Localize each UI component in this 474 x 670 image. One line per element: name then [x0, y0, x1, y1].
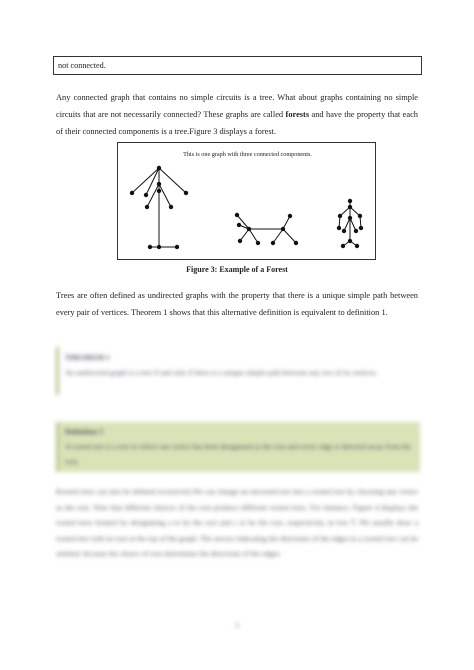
theorem-block — [56, 347, 420, 395]
forests-term: forests — [285, 110, 310, 119]
paragraph-rooted-trees: Rooted trees can also be defined recursively.We can change an unrooted tree into a rooted tree by choosing any vertex as the root. Note that different choices of the root produce different rooted trees. For instance, Figure 4 displays the rooted trees formed by designating a to be the root and c to be the root, respectively, in tree T. We usually draw a rooted tree with its root at the top of the graph. The arrows indicating the directions of the edges in a rooted tree can be omitted, because the choice of root determines the directions of the edges. — [56, 487, 418, 558]
continued-text-box — [53, 56, 422, 75]
tree-two-edges — [237, 215, 296, 243]
forest-graph-drawing — [118, 143, 377, 261]
paragraph-forests-text-b: and have the property that each of their connected components is a tree.Figure 3 displays a forest. — [56, 110, 418, 136]
paragraph-forests — [56, 89, 418, 140]
figure-title: This is one graph with three connected components. — [183, 151, 312, 158]
figure-caption: Figure 3: Example of a Forest — [186, 265, 288, 274]
definition-title: Definition 3 — [65, 427, 103, 436]
theorem-body: An undirected graph is a tree if and only if there is a unique simple path between any two of its vertices. — [65, 368, 378, 377]
continued-text: not connected. — [58, 61, 106, 70]
theorem-title: THEOREM 1 — [65, 353, 110, 362]
page-number: 3 — [235, 622, 239, 630]
definition-block — [56, 422, 420, 472]
paragraph-forests-text-a: Any connected graph that contains no simple circuits is a tree. What about graphs containing no simple circuits that are not necessarily connected? These graphs are called — [56, 93, 418, 119]
paragraph-tree-definition: Trees are often defined as undirected graphs with the property that there is a unique simple path between every pair of vertices. Theorem 1 shows that this alternative definition is equivalent to definition 1. — [56, 291, 418, 317]
forest-figure — [117, 142, 376, 260]
tree-one-edges — [132, 168, 186, 247]
definition-body: A rooted tree is a tree in which one vertex has been designated as the root and every edge is directed away from the root. — [65, 442, 411, 466]
